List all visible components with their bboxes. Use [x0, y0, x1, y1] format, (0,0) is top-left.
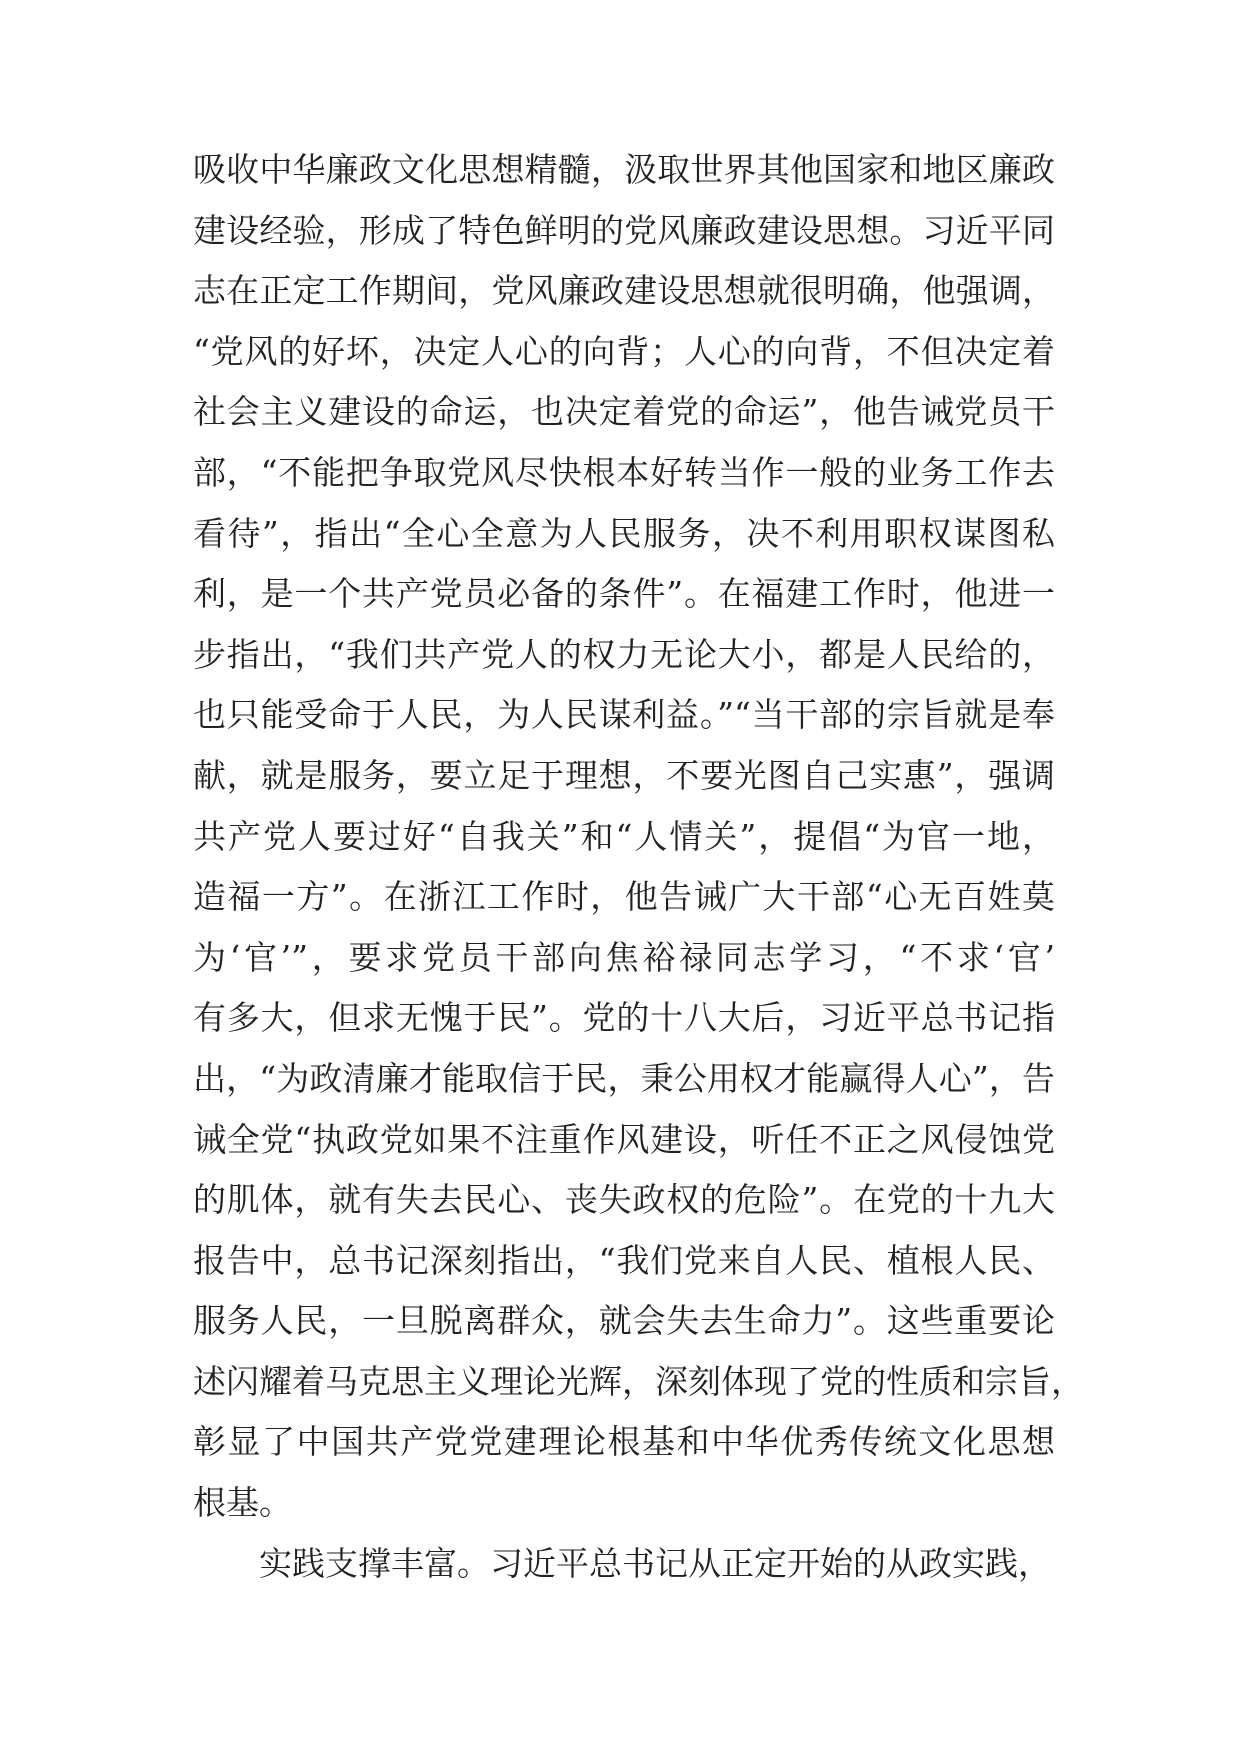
text-line: “党风的好坏，决定人心的向背；人心的向背，不但决定着 — [193, 331, 1055, 371]
paragraph-start-line: 实践支撑丰富。习近平总书记从正定开始的从政实践， — [259, 1543, 1051, 1583]
text-line: 彰显了中国共产党党建理论根基和中华优秀传统文化思想 — [193, 1422, 1055, 1462]
text-line: 也只能受命于人民，为人民谋利益。”“当干部的宗旨就是奉 — [193, 695, 1055, 735]
text-line: 共产党人要过好“自我关”和“人情关”，提倡“为官一地， — [193, 816, 1055, 856]
text-line: 建设经验，形成了特色鲜明的党风廉政建设思想。习近平同 — [193, 210, 1055, 250]
body-text — [193, 140, 1084, 1594]
text-line: 为‘官’”，要求党员干部向焦裕禄同志学习，“不求‘官’ — [193, 937, 1055, 977]
text-line: 利，是一个共产党员必备的条件”。在福建工作时，他进一 — [193, 574, 1055, 614]
text-line: 部，“不能把争取党风尽快根本好转当作一般的业务工作去 — [193, 452, 1055, 492]
text-line: 服务人民，一旦脱离群众，就会失去生命力”。这些重要论 — [193, 1301, 1055, 1341]
text-line: 的肌体，就有失去民心、丧失政权的危险”。在党的十九大 — [193, 1180, 1055, 1220]
text-line: 造福一方”。在浙江工作时，他告诫广大干部“心无百姓莫 — [193, 877, 1055, 917]
text-line: 志在正定工作期间，党风廉政建设思想就很明确，他强调， — [193, 271, 1055, 311]
text-line: 报告中，总书记深刻指出，“我们党来自人民、植根人民、 — [193, 1240, 1055, 1280]
text-line: 根基。 — [193, 1483, 292, 1523]
text-line: 吸收中华廉政文化思想精髓，汲取世界其他国家和地区廉政 — [193, 150, 1055, 189]
text-line: 出，“为政清廉才能取信于民，秉公用权才能赢得人心”，告 — [193, 1058, 1055, 1098]
text-line: 看待”，指出“全心全意为人民服务，决不利用职权谋图私 — [193, 513, 1055, 553]
text-line: 有多大，但求无愧于民”。党的十八大后，习近平总书记指 — [193, 998, 1055, 1038]
text-line: 步指出，“我们共产党人的权力无论大小，都是人民给的， — [193, 634, 1055, 674]
text-line: 献，就是服务，要立足于理想，不要光图自己实惠”，强调 — [193, 755, 1055, 795]
text-line: 社会主义建设的命运，也决定着党的命运”，他告诫党员干 — [193, 392, 1055, 432]
text-line: 述闪耀着马克思主义理论光辉，深刻体现了党的性质和宗旨， — [193, 1361, 1084, 1401]
text-line: 诫全党“执政党如果不注重作风建设，听任不正之风侵蚀党 — [193, 1119, 1055, 1159]
